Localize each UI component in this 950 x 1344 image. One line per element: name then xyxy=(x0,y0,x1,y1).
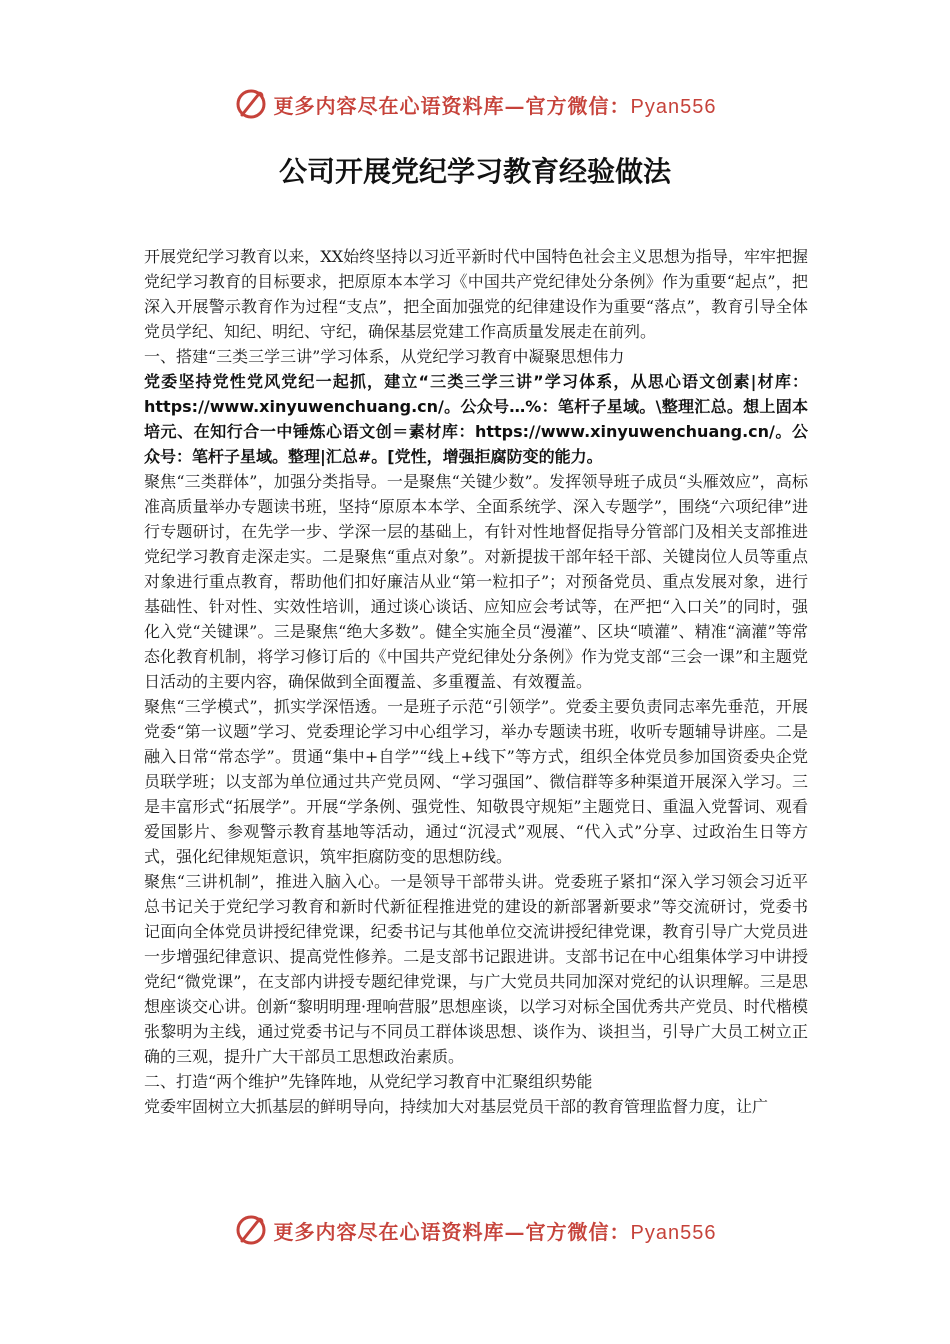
section-heading: 二、打造“两个维护”先锋阵地，从党纪学习教育中汇聚组织势能 xyxy=(144,1072,593,1091)
brush-logo-icon xyxy=(234,87,268,121)
brush-logo-icon xyxy=(234,1213,268,1247)
paragraph: 聚焦“三学模式”，抓实学深悟透。一是班子示范“引领学”。党委主要负责同志率先垂范，开展党委“第一议题”学习、党委理论学习中心组学习，举办专题读书班，收听专题辅导讲座。二是融入日常“常态学”。贯通“集中+自学”“线上+线下”等方式，组织全体党员参加国资委央企党员联学班；以支部为单位通过共产党员网、“学习强国”、微信群等多种渠道开展深入学习。三是丰富形式“拓展学”。开展“学条例、强党性、知敬畏守规矩”主题党日、重温入党誓词、观看爱国影片、参观警示教育基地等活动，通过“沉浸式”观展、“代入式”分享、过政治生日等方式，强化纪律规矩意识，筑牢拒腐防变的思想防线。 xyxy=(144,697,808,866)
paragraph: 开展党纪学习教育以来，XX始终坚持以习近平新时代中国特色社会主义思想为指导，牢牢把握党纪学习教育的目标要求，把原原本本学习《中国共产党纪律处分条例》作为重要“起点”，把深入开展警示教育作为过程“支点”，把全面加强党的纪律建设作为重要“落点”，教育引导全体党员学纪、知纪、明纪、守纪，确保基层党建工作高质量发展走在前列。 xyxy=(144,247,808,341)
header-banner xyxy=(0,84,950,124)
section-heading: 一、搭建“三类三学三讲”学习体系，从党纪学习教育中凝聚思想伟力 xyxy=(144,347,625,366)
page-title: 公司开展党纪学习教育经验做法 xyxy=(278,155,671,188)
wechat-id: Pyan556 xyxy=(630,95,717,118)
wechat-id: Pyan556 xyxy=(630,1221,717,1244)
paragraph: 聚焦“三讲机制”，推进入脑入心。一是领导干部带头讲。党委班子紧扣“深入学习领会习近平总书记关于党纪学习教育和新时代新征程推进党的建设的新部署新要求”等交流研讨，党委书记面向全体党员讲授纪律党课，纪委书记与其他单位交流讲授纪律党课，教育引导广大党员进一步增强纪律意识、提高党性修养。二是支部书记跟进讲。支部书记在中心组集体学习中讲授党纪“微党课”，在支部内讲授专题纪律党课，与广大党员共同加深对党纪的认识理解。三是思想座谈交心讲。创新“黎明明理·理响营服”思想座谈，以学习对标全国优秀共产党员、时代楷模张黎明为主线，通过党委书记与不同员工群体谈思想、谈作为、谈担当，引导广大员工树立正确的三观，提升广大干部员工思想政治素质。 xyxy=(144,872,808,1066)
footer-banner xyxy=(0,1210,950,1250)
document-body xyxy=(144,244,808,1119)
banner-text: 更多内容尽在心语资料库—官方微信：Pyan556 xyxy=(273,1219,717,1244)
paragraph-bold: 党委坚持党性党风党纪一起抓，建立“三类三学三讲”学习体系，从思心语文创素|材库：https://www.xinyuwenchuang.cn/。公众号…%：笔杆子星域。\整理汇总。想上固本培元、在知行合一中锤炼心语文创＝素材库：https://www.xinyuwenchuang.cn/。公众号：笔杆子星域。整理|汇总#。[党性，增强拒腐防变的能力。 xyxy=(144,372,808,466)
paragraph: 党委牢固树立大抓基层的鲜明导向，持续加大对基层党员干部的教育管理监督力度，让广 xyxy=(144,1097,769,1116)
banner-text: 更多内容尽在心语资料库—官方微信：Pyan556 xyxy=(273,93,717,118)
paragraph: 聚焦“三类群体”，加强分类指导。一是聚焦“关键少数”。发挥领导班子成员“头雁效应”，高标准高质量举办专题读书班，坚持“原原本本学、全面系统学、深入专题学”，围绕“六项纪律”进行专题研讨，在先学一步、学深一层的基础上，有针对性地督促指导分管部门及相关支部推进党纪学习教育走深走实。二是聚焦“重点对象”。对新提拔干部年轻干部、关键岗位人员等重点对象进行重点教育，帮助他们扣好廉洁从业“第一粒扣子”；对预备党员、重点发展对象，进行基础性、针对性、实效性培训，通过谈心谈话、应知应会考试等，在严把“入口关”的同时，强化入党“关键课”。三是聚焦“绝大多数”。健全实施全员“漫灌”、区块“喷灌”、精准“滴灌”等常态化教育机制，将学习修订后的《中国共产党纪律处分条例》作为党支部“三会一课”和主题党日活动的主要内容，确保做到全面覆盖、多重覆盖、有效覆盖。 xyxy=(144,472,808,691)
